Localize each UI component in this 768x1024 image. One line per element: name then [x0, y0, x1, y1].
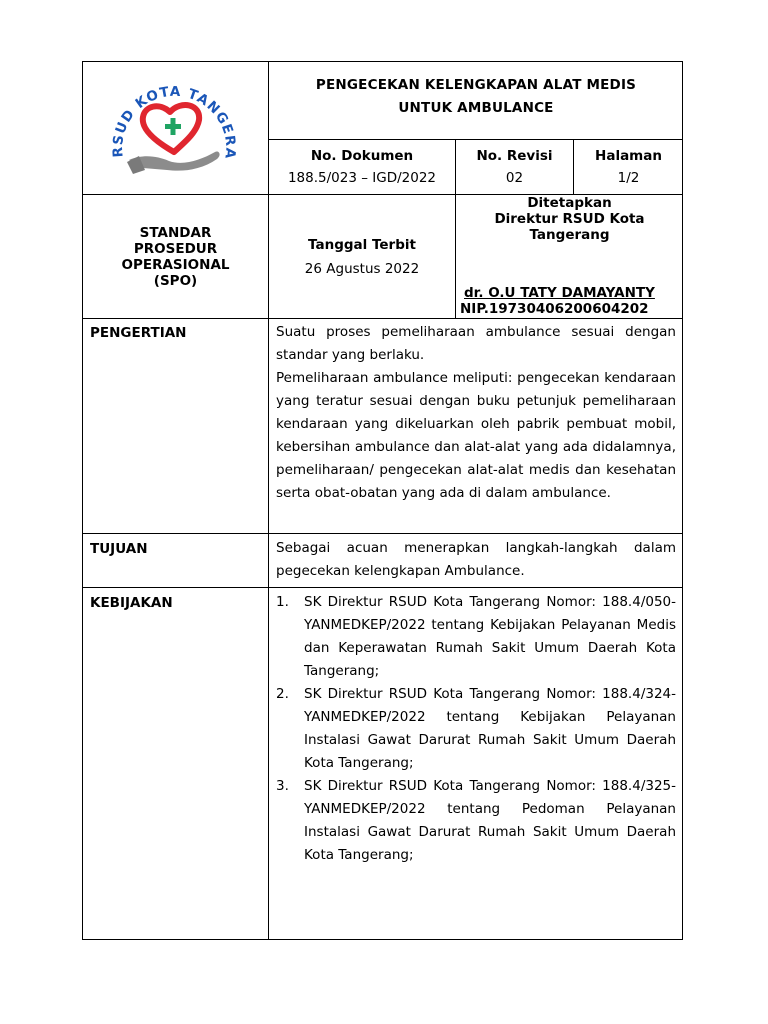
kebijakan-label: KEBIJAKAN [90, 595, 173, 611]
list-item-number: 3. [276, 778, 289, 794]
title-line-1: PENGECEKAN KELENGKAPAN ALAT MEDIS [315, 77, 637, 93]
document-number-label: No. Dokumen [310, 148, 414, 164]
approval-cell [456, 195, 683, 318]
approved-line-3: Tangerang [529, 227, 610, 243]
pengertian-label: PENGERTIAN [90, 325, 187, 341]
approved-line-1: Ditetapkan [527, 195, 612, 211]
document-title [269, 74, 683, 120]
list-item-text: SK Direktur RSUD Kota Tangerang Nomor: 188.4/050-YANMEDKEP/2022 tentang Kebijakan Pelayanan Medis dan Keperawatan Rumah Sakit Umum Daerah Kota Tangerang; [304, 594, 676, 679]
page-label: Halaman [595, 148, 662, 164]
list-item [276, 591, 676, 683]
approved-line-2: Direktur RSUD Kota [494, 211, 645, 227]
kebijakan-list [276, 591, 676, 867]
list-item-number: 2. [276, 686, 289, 702]
document-number-value: 188.5/023 – IGD/2022 [287, 170, 437, 186]
issue-date-cell [269, 195, 455, 318]
spo-line-1: STANDAR [139, 225, 212, 241]
logo-text: RSUD KOTA TANGERA [109, 83, 239, 161]
tujuan-label: TUJUAN [90, 541, 148, 557]
signer-name: dr. O.U TATY DAMAYANTY [464, 285, 655, 301]
issue-date-label: Tanggal Terbit [308, 237, 416, 253]
document-number-cell [269, 140, 455, 194]
signer-nip: NIP.19730406200604202 [460, 301, 649, 317]
hospital-logo [83, 62, 268, 194]
revision-value: 02 [505, 170, 524, 186]
pengertian-text [276, 321, 676, 505]
list-item-text: SK Direktur RSUD Kota Tangerang Nomor: 188.4/325-YANMEDKEP/2022 tentang Pedoman Pelayanan Instalasi Gawat Darurat Rumah Sakit Umum Daerah Kota Tangerang; [304, 778, 676, 863]
divider [83, 587, 683, 588]
spo-line-2: PROSEDUR [133, 241, 218, 257]
page-cell [574, 140, 683, 194]
spo-line-3: OPERASIONAL [121, 257, 230, 273]
list-item [276, 683, 676, 775]
spo-line-4: (SPO) [153, 273, 198, 289]
spo-title [83, 225, 268, 289]
pengertian-paragraph-2: Pemeliharaan ambulance meliputi: pengecekan kendaraan yang teratur sesuai dengan buku petunjuk pemeliharaan kendaraan yang dikeluarkan oleh pabrik pembuat mobil, kebersihan ambulance dan alat-alat yang ada didalamnya, pemeliharaan/ pengecekan alat-alat medis dan kesehatan serta obat-obatan yang ada di dalam ambulance. [276, 370, 676, 501]
list-item-number: 1. [276, 594, 289, 610]
issue-date-value: 26 Agustus 2022 [304, 261, 420, 277]
tujuan-text: Sebagai acuan menerapkan langkah-langkah dalam pegecekan kelengkapan Ambulance. [276, 540, 676, 579]
revision-cell [456, 140, 573, 194]
heart-cross-hand-logo-icon [83, 62, 268, 194]
list-item-text: SK Direktur RSUD Kota Tangerang Nomor: 188.4/324-YANMEDKEP/2022 tentang Kebijakan Pelayanan Instalasi Gawat Darurat Rumah Sakit Umum Daerah Kota Tangerang; [304, 686, 676, 771]
divider [83, 318, 683, 319]
pengertian-paragraph-1: Suatu proses pemeliharaan ambulance sesuai dengan standar yang berlaku. [276, 324, 676, 363]
title-line-2: UNTUK AMBULANCE [398, 100, 554, 116]
list-item [276, 775, 676, 867]
revision-label: No. Revisi [476, 148, 553, 164]
page-value: 1/2 [617, 170, 640, 186]
spo-document [82, 61, 683, 940]
divider [83, 533, 683, 534]
